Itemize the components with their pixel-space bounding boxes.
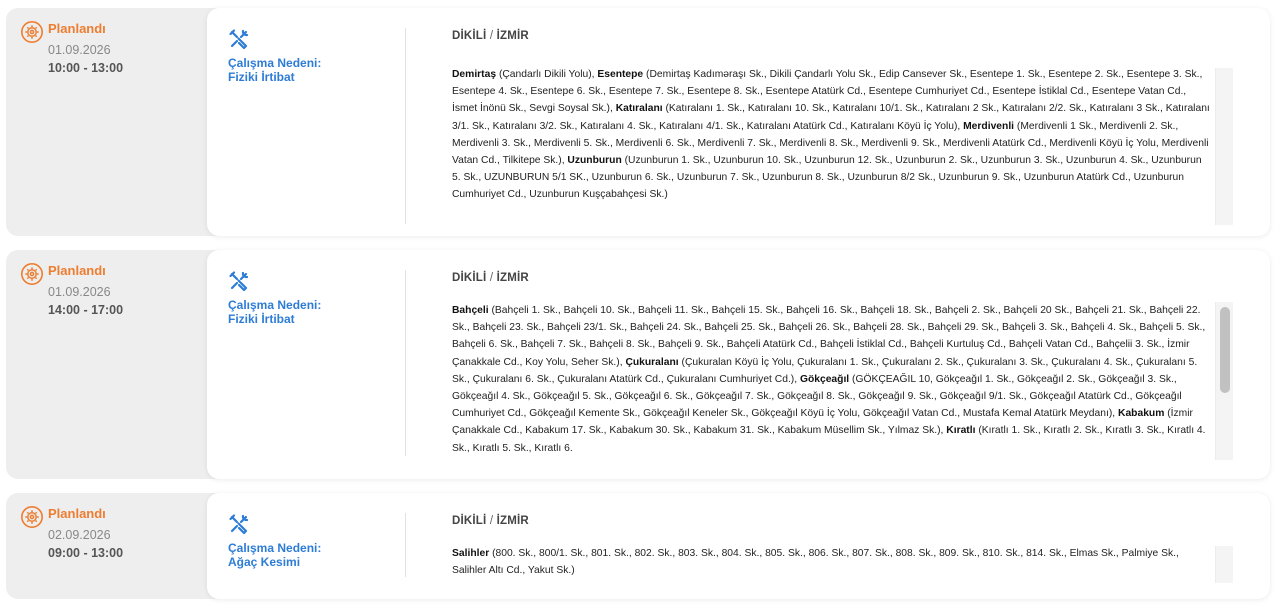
street-list: (Uzunburun 1. Sk., Uzunburun 10. Sk., Uzunburun 12. Sk., Uzunburun 2. Sk., Uzunburun 3. Sk., Uzunburun 4. Sk., Uzunburun 5. Sk., UZUNBURUN 5/1 SK., Uzunburun 6. Sk., Uzunburun 7. Sk., Uzunburun 8. Sk., Uzunburun 8/2 Sk., Uzunburun 9. Sk., Uzunburun Atatürk Cd., Uzunburun Cumhuriyet Cd., Uzunburun Kuşçabahçesi Sk.)	[452, 155, 1202, 201]
affected-streets-text	[452, 302, 1210, 457]
street-list: (Merdivenli 1 Sk., Merdivenli 2. Sk., Merdivenli 3. Sk., Merdivenli 5. Sk., Merdivenli 6. Sk., Merdivenli 7. Sk., Merdivenli 8. Sk., Merdivenli 9. Sk., Merdivenli Atatürk Cd., Merdivenli Köyü İç Yolu, Merdivenli Vatan Cd., Tilkitepe Sk.),	[452, 120, 1209, 167]
card-divider	[405, 28, 406, 224]
work-reason-detail: Fiziki İrtibat	[228, 312, 295, 326]
outage-date: 01.09.2026	[48, 43, 111, 57]
province-name: İZMİR	[496, 30, 529, 42]
outage-row	[6, 250, 1270, 479]
planned-gear-icon	[20, 20, 44, 44]
neighborhood-name: Çukuralanı	[625, 356, 679, 368]
location-separator: /	[489, 515, 494, 527]
work-reason-detail: Fiziki İrtibat	[228, 70, 295, 84]
affected-streets-list[interactable]	[452, 302, 1210, 458]
province-name: İZMİR	[496, 515, 529, 527]
work-reason-label: Çalışma Nedeni:	[228, 56, 322, 70]
work-reason	[228, 270, 388, 326]
outage-time-range: 10:00 - 13:00	[48, 61, 124, 75]
neighborhood-name: Esentepe	[597, 69, 644, 80]
location-separator: /	[489, 30, 494, 42]
scrollbar-thumb[interactable]	[1220, 307, 1230, 393]
district-name: DİKİLİ	[452, 272, 487, 284]
outage-card	[207, 8, 1270, 236]
street-list: (800. Sk., 800/1. Sk., 801. Sk., 802. Sk., 803. Sk., 804. Sk., 805. Sk., 806. Sk., 807. Sk., 808. Sk., 809. Sk., 810. Sk., 814. Sk., Elmas Sk., Palmiye Sk., Salihler Altı Cd., Yakut Sk.)	[452, 548, 1179, 577]
neighborhood-name: Katıralanı	[615, 103, 663, 115]
planned-gear-icon	[20, 262, 44, 286]
street-list: (Kıratlı 1. Sk., Kıratlı 2. Sk., Kıratlı 3. Sk., Kıratlı 4. Sk., Kıratlı 5. Sk., Kıratlı 6.	[452, 425, 1206, 454]
affected-streets-list[interactable]	[452, 66, 1210, 224]
neighborhood-name: Demirtaş	[452, 69, 497, 80]
neighborhood-name: Salihler	[452, 548, 490, 559]
street-list: (İzmir Çanakkale Cd., Kabakum 17. Sk., Kabakum 30. Sk., Kabakum 31. Sk., Kabakum Müsellim Sk., Yılmaz Sk.),	[452, 408, 1193, 437]
district-name: DİKİLİ	[452, 515, 487, 527]
outage-row	[6, 8, 1270, 236]
repair-tool-icon	[228, 513, 250, 535]
work-reason	[228, 513, 388, 569]
work-reason-label: Çalışma Nedeni:	[228, 541, 322, 555]
status-label: Planlandı	[48, 21, 106, 36]
affected-streets-text	[452, 545, 1210, 579]
neighborhood-name: Kıratlı	[946, 425, 976, 437]
neighborhood-name: Merdivenli	[963, 120, 1015, 132]
status-label: Planlandı	[48, 263, 106, 278]
affected-streets-text	[452, 66, 1210, 204]
location-heading	[452, 30, 529, 42]
outage-card	[207, 493, 1270, 599]
streets-scrollbar[interactable]	[1215, 302, 1233, 460]
affected-streets-list[interactable]	[452, 545, 1210, 581]
work-reason-label: Çalışma Nedeni:	[228, 298, 322, 312]
location-separator: /	[489, 272, 494, 284]
neighborhood-name: Gökçeağıl	[799, 373, 850, 385]
repair-tool-icon	[228, 270, 250, 292]
card-divider	[405, 513, 406, 577]
street-list: (Bahçeli 1. Sk., Bahçeli 10. Sk., Bahçeli 11. Sk., Bahçeli 15. Sk., Bahçeli 16. Sk., Bahçeli 18. Sk., Bahçeli 2. Sk., Bahçeli 20 Sk., Bahçeli 21. Sk., Bahçeli 22. Sk., Bahçeli 23. Sk., Bahçeli 23/1. Sk., Bahçeli 24. Sk., Bahçeli 25. Sk., Bahçeli 26. Sk., Bahçeli 28. Sk., Bahçeli 29. Sk., Bahçeli 3. Sk., Bahçeli 4. Sk., Bahçeli 5. Sk., Bahçeli 6. Sk., Bahçeli 7. Sk., Bahçeli 8. Sk., Bahçeli 9. Sk., Bahçeli Atatürk Cd., Bahçeli İstiklal Cd., Bahçeli Kurtuluş Cd., Bahçeli Vatan Cd., Bahçelii 3. Sk., İzmir Çanakkale Cd., Koy Yolu, Seher Sk.),	[452, 305, 1206, 368]
neighborhood-name: Kabakum	[1118, 408, 1165, 420]
repair-tool-icon	[228, 28, 250, 50]
street-list: (Çandarlı Dikili Yolu),	[496, 69, 598, 80]
neighborhood-name: Uzunburun	[567, 155, 622, 167]
location-heading	[452, 515, 529, 527]
outage-date: 02.09.2026	[48, 528, 111, 542]
street-list: (Katıralanı 1. Sk., Katıralanı 10. Sk., Katıralanı 10/1. Sk., Katıralanı 2 Sk., Katıralanı 2/2. Sk., Katıralanı 3 Sk., Katıralanı 3/1. Sk., Katıralanı 3/2. Sk., Katıralanı 4. Sk., Katıralanı 4/1. Sk., Katıralanı Atatürk Cd., Katıralanı Köyü İç Yolu),	[452, 103, 1210, 132]
outage-time-range: 14:00 - 17:00	[48, 303, 124, 317]
district-name: DİKİLİ	[452, 30, 487, 42]
outage-card	[207, 250, 1270, 479]
planned-gear-icon	[20, 505, 44, 529]
location-heading	[452, 272, 529, 284]
status-label: Planlandı	[48, 506, 106, 521]
street-list: (GÖKÇEAĞIL 10, Gökçeağıl 1. Sk., Gökçeağıl 2. Sk., Gökçeağıl 3. Sk., Gökçeağıl 4. Sk., Gökçeağıl 5. Sk., Gökçeağıl 6. Sk., Gökçeağıl 7. Sk., Gökçeağıl 8. Sk., Gökçeağıl 9. Sk., Gökçeağıl 9/1. Sk., Gökçeağıl Atatürk Cd., Gökçeağıl Cumhuriyet Cd., Gökçeağıl Kemente Sk., Gökçeağıl Keneler Sk., Gökçeağıl Köyü İç Yolu, Gökçeağıl Vatan Cd., Mustafa Kemal Atatürk Meydanı),	[452, 373, 1182, 420]
outage-date: 01.09.2026	[48, 285, 111, 299]
streets-scrollbar[interactable]	[1215, 68, 1233, 225]
streets-scrollbar[interactable]	[1215, 546, 1233, 583]
outage-time-range: 09:00 - 13:00	[48, 546, 124, 560]
neighborhood-name: Bahçeli	[452, 305, 489, 316]
street-list: (Çukuralan Köyü İç Yolu, Çukuralanı 1. Sk., Çukuralanı 2. Sk., Çukuralanı 3. Sk., Çukuralanı 4. Sk., Çukuralanı 5. Sk., Çukuralanı 6. Sk., Çukuralanı Atatürk Cd., Çukuralanı Cumhuriyet Cd.),	[452, 356, 1198, 385]
work-reason	[228, 28, 388, 84]
province-name: İZMİR	[496, 272, 529, 284]
outage-row	[6, 493, 1270, 599]
street-list: (Demirtaş Kadıməraşı Sk., Dikili Çandarlı Yolu Sk., Edip Cansever Sk., Esentepe 1. Sk., Esentepe 2. Sk., Esentepe 3. Sk., Esentepe 4. Sk., Esentepe 6. Sk., Esentepe 7. Sk., Esentepe 8. Sk., Esentepe Atatürk Cd., Esentepe Cumhuriyet Cd., Esentepe İstiklal Cd., Esentepe Vatan Cd., İsmet İnönü Sk., Sevgi Soysal Sk.),	[452, 69, 1203, 115]
card-divider	[405, 270, 406, 456]
work-reason-detail: Ağaç Kesimi	[228, 555, 301, 569]
